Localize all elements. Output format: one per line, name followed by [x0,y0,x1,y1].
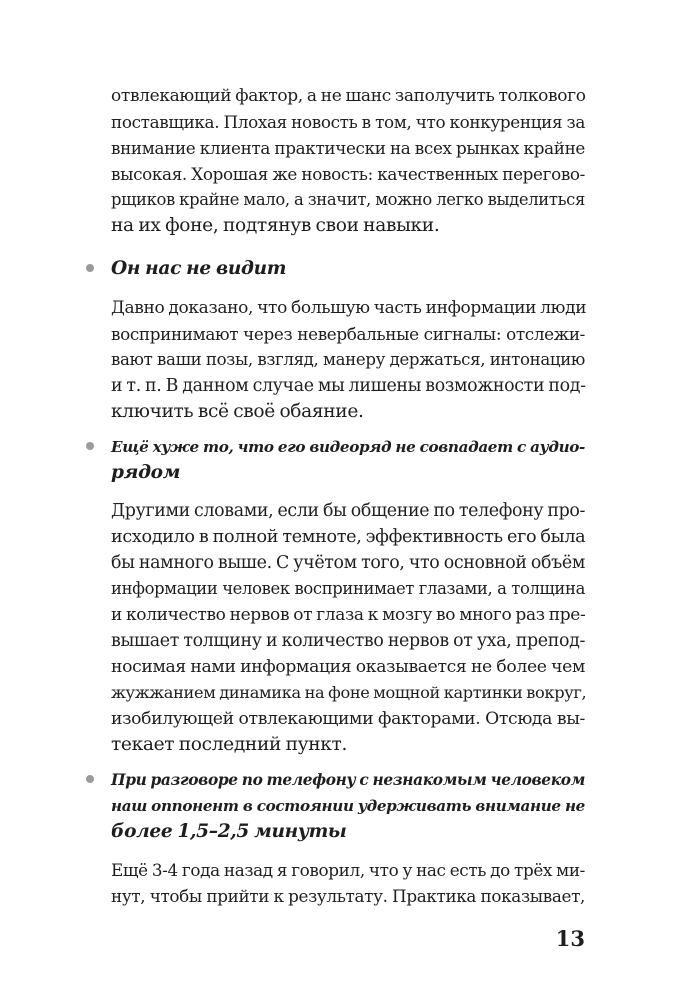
item-heading: наш оппонент в состоянии удерживать внимание не [111,797,585,815]
item-body-line: Другими словами, если бы общение по телефону про- [111,501,586,521]
intro-line: рщиков крайне мало, а значит, можно легко выделиться [111,190,585,209]
item-body-line: Давно доказано, что большую часть информации люди [111,298,587,318]
item-body-line: и количество нервов от глаза к мозгу во много раз пре- [111,605,586,625]
bullet-icon [86,442,94,450]
page-number: 13 [555,926,585,951]
item-body-line: бы намного выше. С учётом того, что основной объём [111,553,585,573]
item-body-line: информации человек воспринимает глазами, а толщина [111,579,585,598]
item-body-line: воспринимают через невербальные сигналы: отслежи- [111,324,585,344]
bullet-icon [86,264,94,272]
item-heading: Он нас не видит [111,258,287,279]
item-body-line: изобилующей отвлекающими факторами. Отсюда вы- [111,709,585,729]
item-body-line: нут, чтобы прийти к результату. Практика показывает, [111,886,585,906]
item-heading: При разговоре по телефону с незнакомым человеком [111,771,585,789]
item-body-line: текает последний пункт. [111,734,348,755]
intro-line: на их фоне, подтянув свои навыки. [111,215,440,236]
item-body-line: и т. п. В данном случае мы лишены возможности под- [111,376,586,396]
intro-line: поставщика. Плохая новость в том, что конкуренция за [111,112,585,132]
item-heading: более 1,5–2,5 минуты [111,821,347,842]
intro-line: высокая. Хорошая же новость: качественных перегово- [111,164,585,184]
item-heading: Ещё хуже то, что его видеоряд не совпадает с аудио- [111,438,585,456]
item-body-line: носимая нами информация оказывается не более чем [111,657,585,677]
item-body-line: вышает толщину и количество нервов от уха, препод- [111,631,585,651]
item-body-line: ключить всё своё обаяние. [111,401,364,422]
item-heading: рядом [111,462,181,483]
item-body-line: Ещё 3-4 года назад я говорил, что у нас есть до трёх ми- [111,860,585,880]
item-body-line: вают ваши позы, взгляд, манеру держаться, интонацию [111,350,585,369]
item-body-line: исходило в полной темноте, эффективность его была [111,527,586,547]
intro-line: отвлекающий фактор, а не шанс заполучить толкового [111,86,586,106]
item-body-line: жужжанием динамика на фоне мощной картинки вокруг, [111,683,587,702]
intro-line: внимание клиента практически на всех рынках крайне [111,138,585,158]
bullet-icon [86,775,94,783]
